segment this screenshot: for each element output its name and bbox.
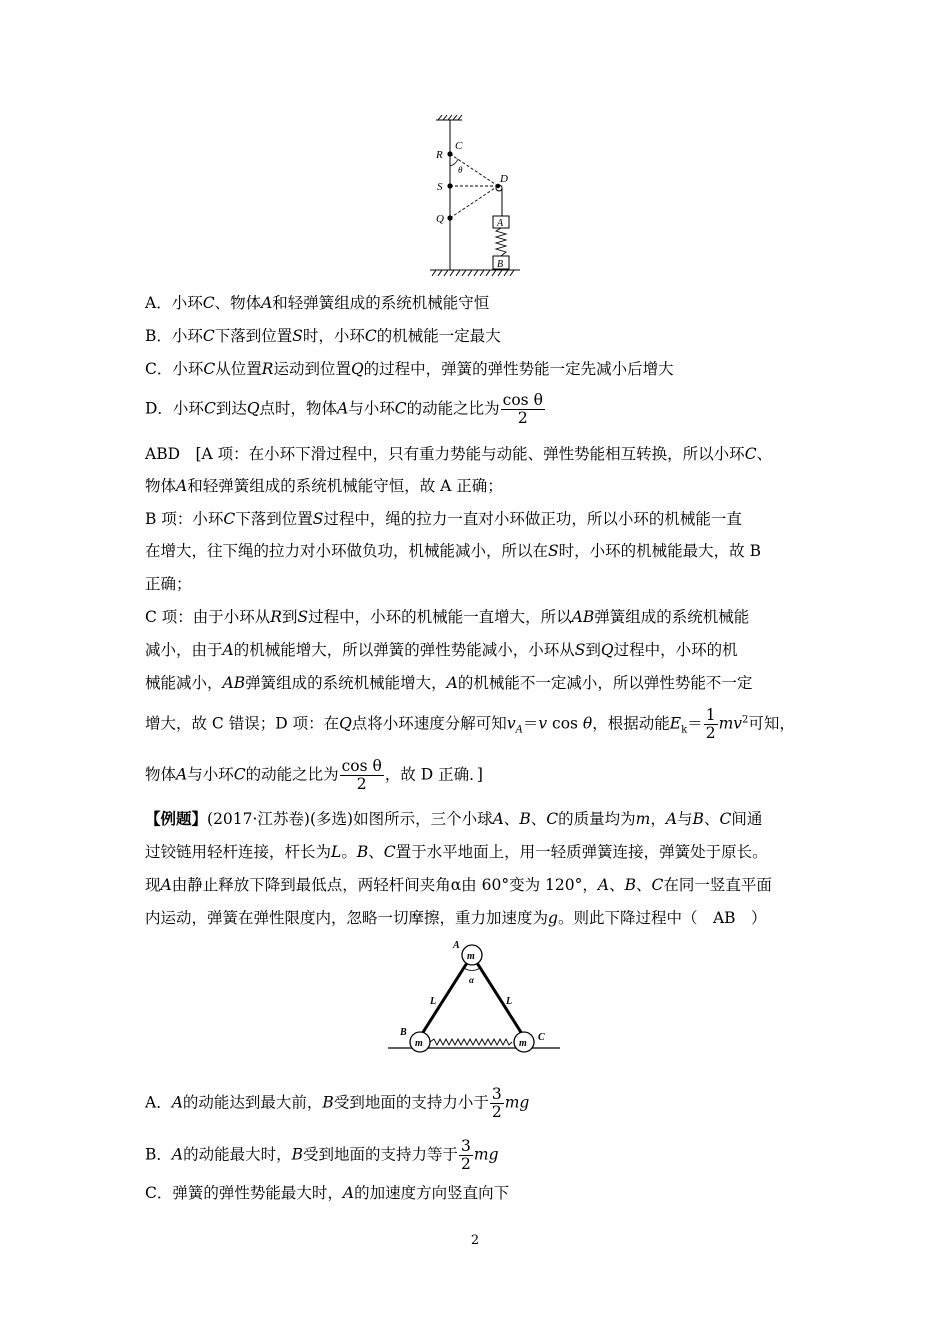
label-b: B: [497, 259, 504, 270]
answer-line-2: 物体A和轻弹簧组成的系统机械能守恒，故 A 正确；: [145, 477, 503, 495]
label-ball-a: A: [453, 940, 460, 951]
label-mass-c: m: [519, 1038, 527, 1049]
answer-line-8: 械能减小，AB弹簧组成的系统机械能增大，A的机械能不一定减小，所以弹性势能不一定: [145, 674, 753, 692]
q1-option-b: B．小环C下落到位置S时，小环C的机械能一定最大: [145, 327, 501, 345]
fraction-three-halves-b: $\frac{3}{2}$: [461, 1137, 471, 1173]
answer-line-6: C 项：由于小环从R到S过程中，小环的机械能一直增大，所以AB弹簧组成的系统机械能: [145, 608, 750, 626]
answer-line-10: 物体A与小环C的动能之比为 $\frac{\text{cos θ}}{2}$ ，故 D 正确．]: [145, 757, 483, 793]
q2-option-c: C．弹簧的弹性势能最大时，A的加速度方向竖直向下: [145, 1184, 510, 1202]
label-ball-b: B: [400, 1027, 407, 1038]
label-mass-b: m: [415, 1038, 423, 1049]
example-line-1: 【例题】(2017·江苏卷)(多选)如图所示，三个小球A、B、C的质量均为m，A与B、C间通: [145, 809, 763, 828]
q2-option-a: A．A的动能达到最大前，B受到地面的支持力小于 $\frac{3}{2}$ mg: [145, 1085, 530, 1121]
label-r: R: [436, 149, 443, 161]
answer-line-1: ABD [A 项：在小环下滑过程中，只有重力势能与动能、弹性势能相互转换，所以小环C、: [145, 445, 773, 463]
q1-option-a: A．小环C、物体A和轻弹簧组成的系统机械能守恒: [145, 294, 490, 312]
page-number: 2: [470, 1233, 480, 1248]
fraction-three-halves-a: $\frac{3}{2}$: [491, 1085, 502, 1121]
example-line-3: 现A由静止释放下降到最低点，两轻杆间夹角α由 60°变为 120°，A、B、C在同一竖直平面: [145, 876, 772, 894]
label-theta: θ: [458, 165, 463, 175]
q2-option-b: B．A的动能最大时，B受到地面的支持力等于 $\frac{3}{2}$ mg: [145, 1137, 499, 1173]
q1-option-c: C．小环C从位置R运动到位置Q的过程中，弹簧的弹性势能一定先减小后增大: [145, 360, 674, 378]
answer-line-4: 在增大，往下绳的拉力对小环做负功，机械能减小，所以在S时，小环的机械能最大，故 B: [145, 542, 761, 560]
label-a: A: [497, 218, 504, 229]
label-c: C: [455, 140, 463, 152]
label-mass-a: m: [467, 951, 475, 962]
label-s: S: [437, 181, 443, 193]
label-d: D: [500, 173, 508, 185]
label-alpha: α: [469, 975, 474, 985]
example-line-2: 过铰链用轻杆连接，杆长为L。B、C置于水平地面上，用一轻质弹簧连接，弹簧处于原长。: [145, 843, 768, 861]
fraction-cos-theta-over-2: $\frac{\text{cos θ}}{2}$: [502, 391, 543, 427]
fraction-cos-theta-over-2-answer: $\frac{\text{cos θ}}{2}$: [341, 757, 382, 793]
label-rod-left: L: [430, 996, 437, 1007]
q1-option-d: D．小环C到达Q点时，物体A与小环C的动能之比为 $\frac{\text{cos θ}}{2}$: [145, 391, 543, 427]
figure-three-balls-linkage: [382, 938, 564, 1060]
example-line-4: 内运动，弹簧在弹性限度内，忽略一切摩擦，重力加速度为g。则此下降过程中（ AB ）: [145, 909, 767, 927]
label-ball-c: C: [538, 1032, 545, 1043]
answer-line-5: 正确；: [145, 575, 192, 593]
answer-line-3: B 项：小环C下落到位置S过程中，绳的拉力一直对小环做正功，所以小环的机械能一直: [145, 510, 742, 528]
fraction-one-half: $\frac{1}{2}$: [705, 706, 716, 742]
figure-ring-spring-system: [420, 112, 530, 280]
label-q: Q: [436, 213, 444, 225]
label-rod-right: L: [506, 996, 513, 1007]
answer-line-7: 减小，由于A的机械能增大，所以弹簧的弹性势能减小，小环从S到Q过程中，小环的机: [145, 641, 738, 659]
answer-line-9: 增大，故 C 错误；D 项：在Q点将小环速度分解可知$v_A=v$ cos θ，根据动能$E_k=$ $\frac{1}{2}$ $mv^2$可知，: [145, 706, 795, 742]
